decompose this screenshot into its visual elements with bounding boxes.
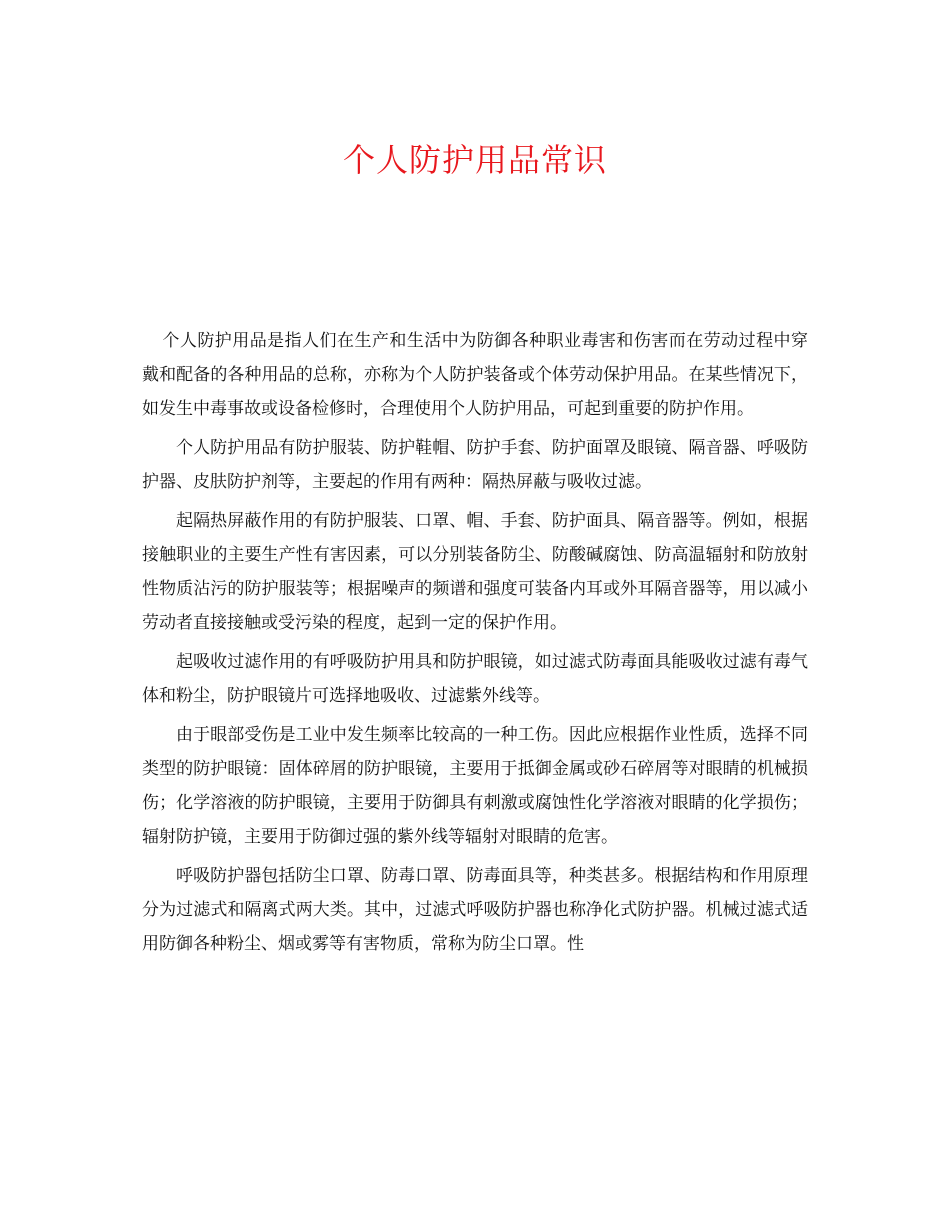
document-body bbox=[142, 324, 808, 961]
paragraph-2: 个人防护用品有防护服装、防护鞋帽、防护手套、防护面罩及眼镜、隔音器、呼吸防护器、皮肤防护剂等，主要起的作用有两种：隔热屏蔽与吸收过滤。 bbox=[142, 438, 808, 492]
paragraph-4: 起吸收过滤作用的有呼吸防护用具和防护眼镜，如过滤式防毒面具能吸收过滤有毒气体和粉尘，防护眼镜片可选择地吸收、过滤紫外线等。 bbox=[142, 652, 808, 706]
document-title: 个人防护用品常识 bbox=[342, 141, 607, 179]
paragraph-3: 起隔热屏蔽作用的有防护服装、口罩、帽、手套、防护面具、隔音器等。例如，根据接触职业的主要生产性有害因素，可以分别装备防尘、防酸碱腐蚀、防高温辐射和防放射性物质沾污的防护服装等；根据噪声的频谱和强度可装备内耳或外耳隔音器等，用以减小劳动者直接接触或受污染的程度，起到一定的保护作用。 bbox=[142, 511, 808, 633]
paragraph-5: 由于眼部受伤是工业中发生频率比较高的一种工伤。因此应根据作业性质，选择不同类型的防护眼镜：固体碎屑的防护眼镜，主要用于抵御金属或砂石碎屑等对眼睛的机械损伤；化学溶液的防护眼镜，主要用于防御具有刺激或腐蚀性化学溶液对眼睛的化学损伤；辐射防护镜，主要用于防御过强的紫外线等辐射对眼睛的危害。 bbox=[142, 725, 808, 847]
paragraph-1: 个人防护用品是指人们在生产和生活中为防御各种职业毒害和伤害而在劳动过程中穿戴和配备的各种用品的总称，亦称为个人防护装备或个体劳动保护用品。在某些情况下，如发生中毒事故或设备检修时，合理使用个人防护用品，可起到重要的防护作用。 bbox=[142, 331, 808, 419]
paragraph-6: 呼吸防护器包括防尘口罩、防毒口罩、防毒面具等，种类甚多。根据结构和作用原理分为过滤式和隔离式两大类。其中，过滤式呼吸防护器也称净化式防护器。机械过滤式适用防御各种粉尘、烟或雾等有害物质，常称为防尘口罩。性 bbox=[142, 866, 808, 954]
